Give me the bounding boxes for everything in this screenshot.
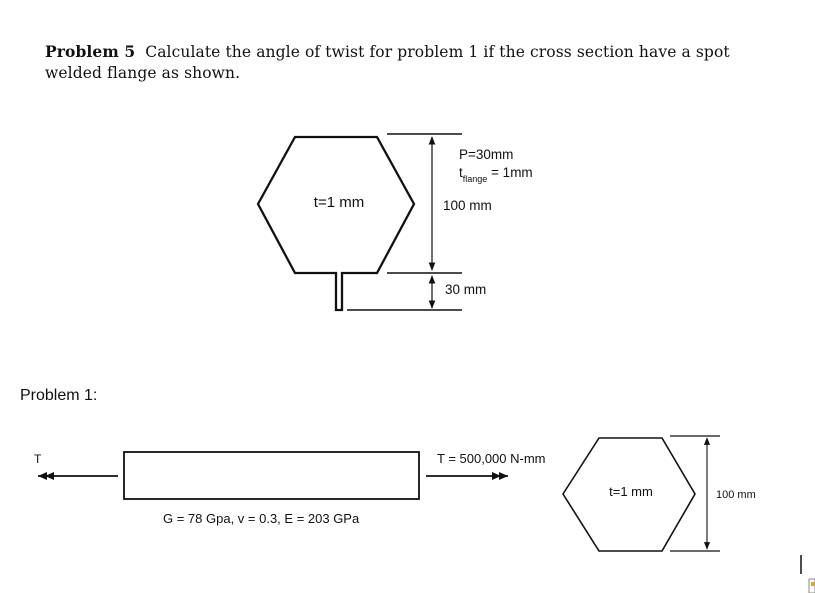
problem5-label: Problem 5 <box>45 42 136 61</box>
hexagon-thickness-label: t=1 mm <box>313 194 365 211</box>
hexagon-flange-figure <box>258 134 533 310</box>
corner-handle-icon <box>809 579 815 593</box>
hexagon-section-outline <box>258 137 414 310</box>
right-torque-arrowheads <box>492 472 508 480</box>
shaft-figure <box>34 451 546 526</box>
torque-value-label: T = 500,000 N-mm <box>437 451 546 466</box>
flange-thickness-symbol: t <box>459 165 463 180</box>
perimeter-label: P=30mm <box>459 147 514 162</box>
left-torque-arrowheads <box>38 472 54 480</box>
flange-thickness-label <box>459 165 533 184</box>
flange-thickness-subscript: flange <box>462 174 488 184</box>
flange-dimension-label: 30 mm <box>445 282 487 297</box>
material-properties-label: G = 78 Gpa, v = 0.3, E = 203 GPa <box>163 511 360 526</box>
problem5-body: Calculate the angle of twist for problem 1 if the cross section have a spot welded flange as shown. <box>45 43 730 82</box>
flange-thickness-value: = 1mm <box>487 165 533 180</box>
problem1-heading: Problem 1: <box>20 387 98 404</box>
height-dimension-label: 100 mm <box>443 198 492 213</box>
torque-symbol-label: T <box>34 452 42 466</box>
small-height-dimension-label: 100 mm <box>716 489 756 501</box>
small-hexagon-thickness-label: t=1 mm <box>609 484 653 499</box>
shaft-rectangle <box>124 452 419 499</box>
small-hexagon-figure <box>563 436 756 551</box>
